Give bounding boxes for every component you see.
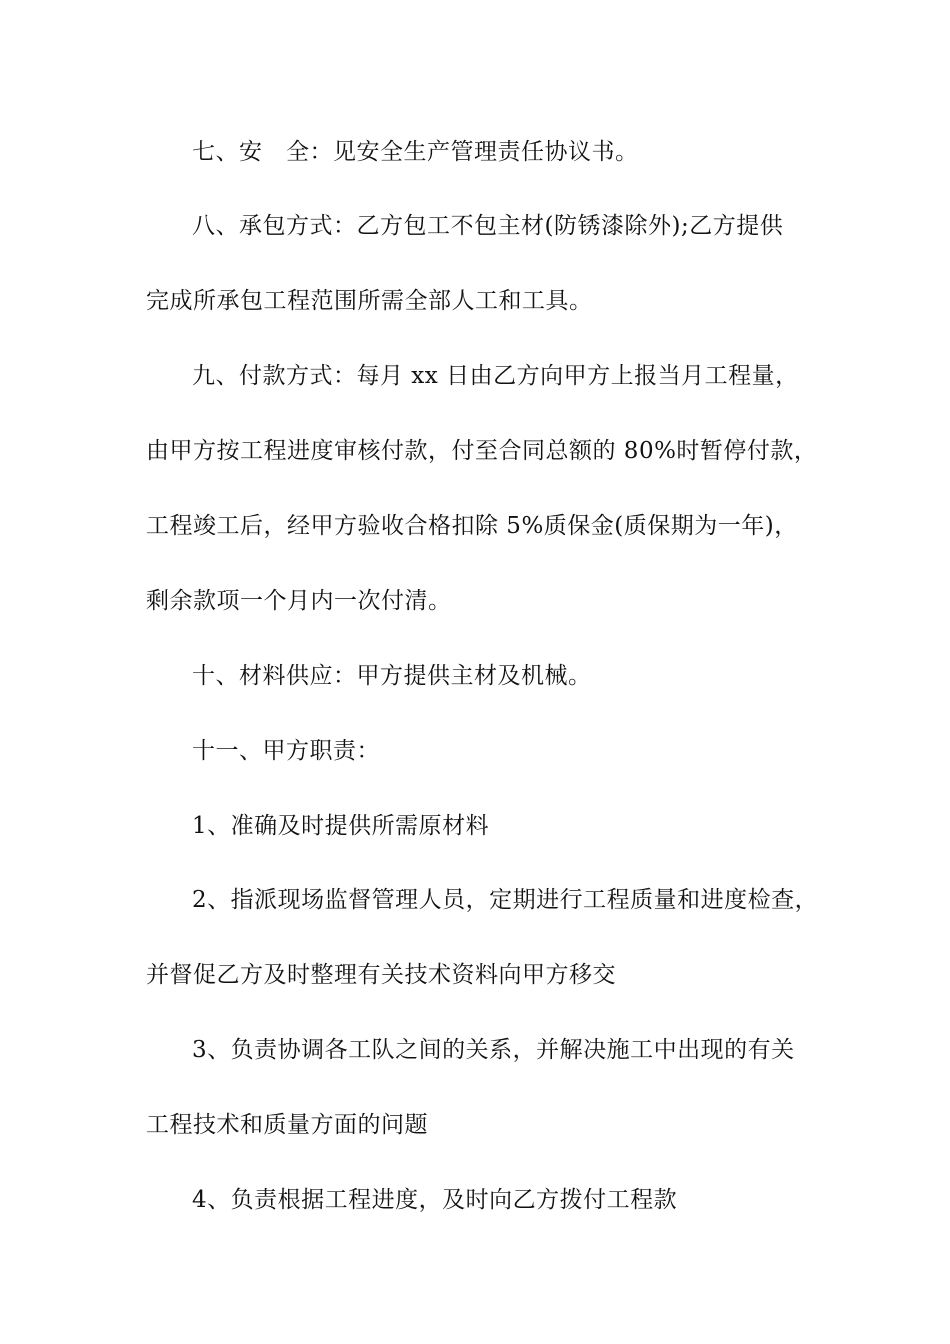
clause-9-continuation-2: 工程竣工后，经甲方验收合格扣除 5%质保金(质保期为一年)， [146, 513, 798, 539]
clause-10-material-supply: 十、材料供应：甲方提供主材及机械。 [192, 663, 592, 689]
clause-8-contract-method: 八、承包方式：乙方包工不包主材(防锈漆除外);乙方提供 [192, 213, 784, 239]
duty-item-2-continuation: 并督促乙方及时整理有关技术资料向甲方移交 [146, 962, 616, 988]
clause-11-heading: 十一、甲方职责： [192, 738, 380, 764]
duty-item-3-continuation: 工程技术和质量方面的问题 [146, 1112, 428, 1138]
clause-9-continuation-3: 剩余款项一个月内一次付清。 [146, 588, 452, 614]
clause-8-continuation: 完成所承包工程范围所需全部人工和工具。 [146, 288, 593, 314]
clause-9-payment-method: 九、付款方式：每月 xx 日由乙方向甲方上报当月工程量， [192, 363, 799, 389]
duty-item-1: 1、准确及时提供所需原材料 [192, 813, 490, 839]
clause-7-safety: 七、安 全：见安全生产管理责任协议书。 [192, 139, 639, 165]
duty-item-2: 2、指派现场监督管理人员，定期进行工程质量和进度检查， [192, 887, 819, 913]
duty-item-4: 4、负责根据工程进度，及时向乙方拨付工程款 [192, 1187, 678, 1213]
duty-item-3: 3、负责协调各工队之间的关系，并解决施工中出现的有关 [192, 1037, 795, 1063]
clause-9-continuation-1: 由甲方按工程进度审核付款，付至合同总额的 80%时暂停付款， [146, 438, 818, 464]
